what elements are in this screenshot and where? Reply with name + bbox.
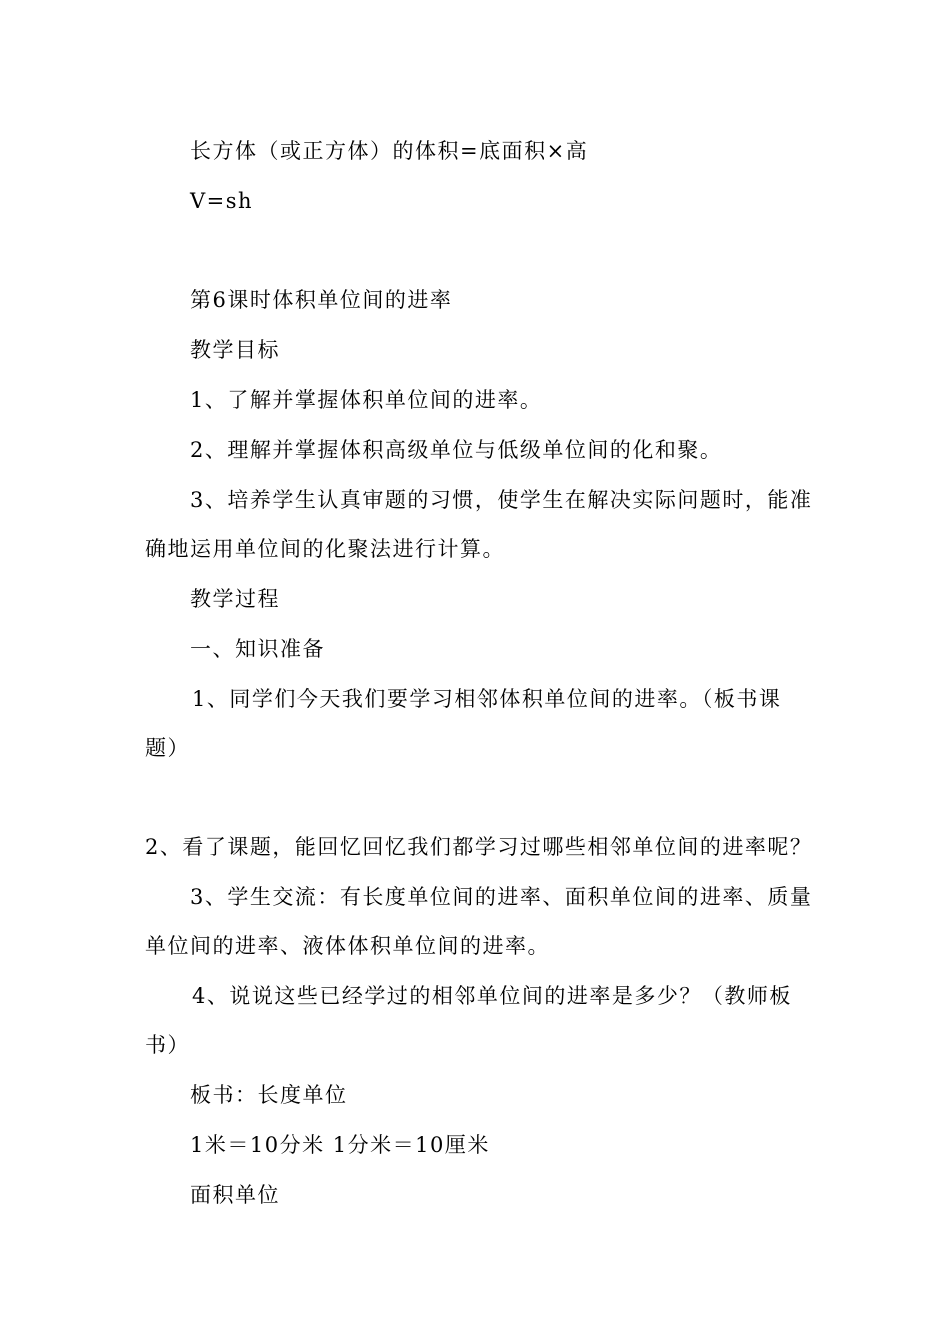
step-1-line-1: 1、同学们今天我们要学习相邻体积单位间的进率。（板书课 — [192, 687, 782, 711]
objective-1: 1、了解并掌握体积单位间的进率。 — [190, 388, 543, 412]
board-length-values: 1米＝10分米 1分米＝10厘米 — [190, 1133, 490, 1157]
objectives-heading: 教学目标 — [190, 338, 280, 362]
objective-3-line-2: 确地运用单位间的化聚法进行计算。 — [145, 537, 505, 561]
objective-2: 2、理解并掌握体积高级单位与低级单位间的化和聚。 — [190, 438, 723, 462]
step-3-line-1: 3、学生交流：有长度单位间的进率、面积单位间的进率、质量 — [190, 885, 813, 909]
objective-3-line-1: 3、培养学生认真审题的习惯，使学生在解决实际问题时，能准 — [190, 488, 813, 512]
step-4-line-2: 书） — [145, 1033, 190, 1057]
lesson-title: 第6课时体积单位间的进率 — [190, 288, 453, 312]
step-4-line-1: 4、说说这些已经学过的相邻单位间的进率是多少？（教师板 — [192, 984, 792, 1008]
formula-symbol: V=sh — [190, 189, 254, 213]
step-1-line-2: 题） — [145, 736, 190, 760]
board-length-heading: 板书：长度单位 — [190, 1083, 348, 1107]
step-2: 2、看了课题，能回忆回忆我们都学习过哪些相邻单位间的进率呢？ — [145, 835, 813, 859]
process-heading: 教学过程 — [190, 587, 280, 611]
step-3-line-2: 单位间的进率、液体体积单位间的进率。 — [145, 934, 550, 958]
section-1-heading: 一、知识准备 — [190, 637, 325, 661]
board-area-heading: 面积单位 — [190, 1183, 280, 1207]
formula-text: 长方体（或正方体）的体积=底面积×高 — [190, 139, 589, 163]
